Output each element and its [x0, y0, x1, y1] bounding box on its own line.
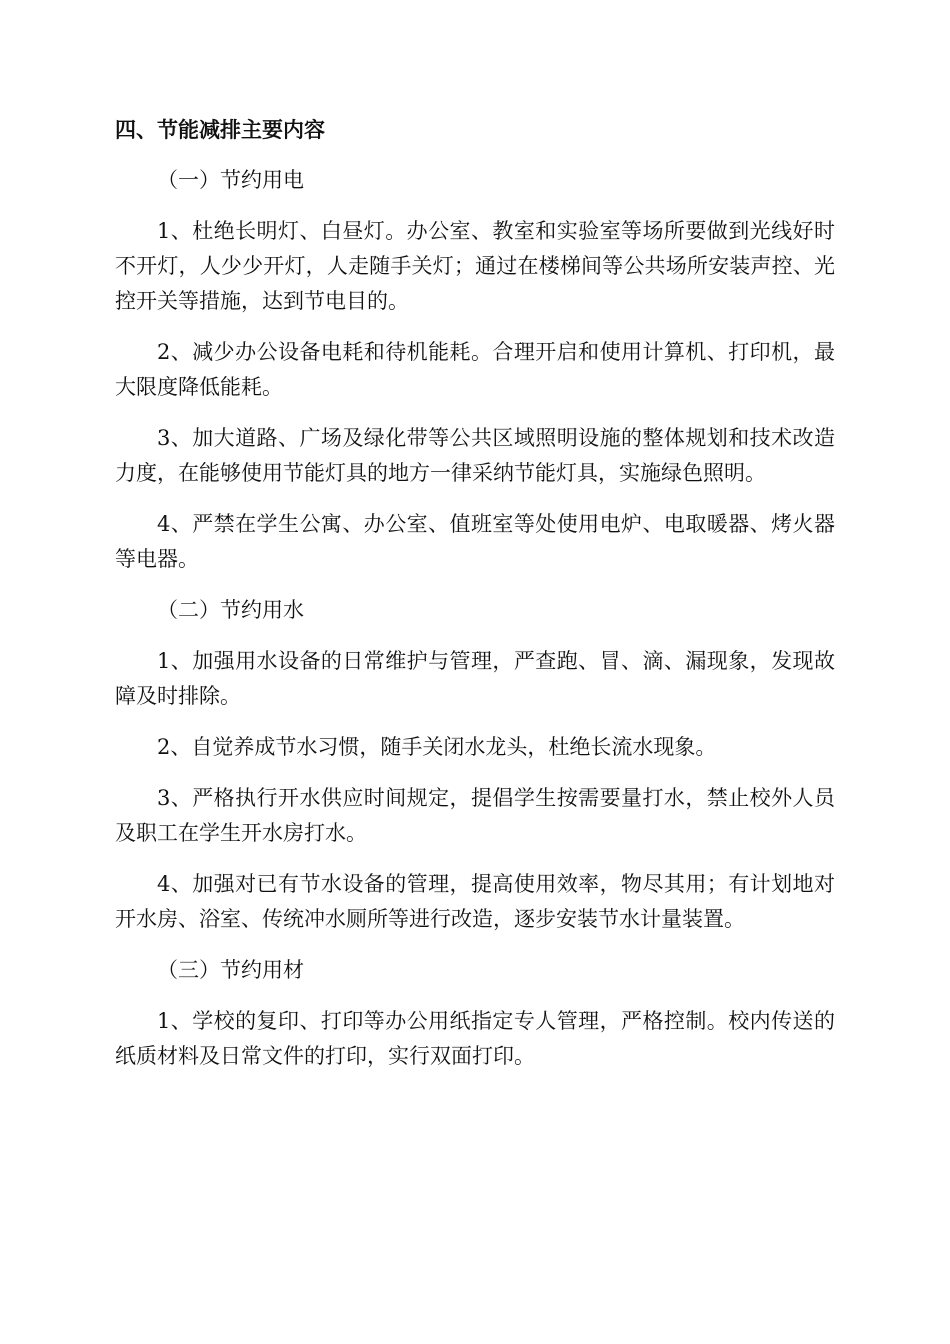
paragraph: 1、杜绝长明灯、白昼灯。办公室、教室和实验室等场所要做到光线好时不开灯，人少少开灯，人走随手关灯；通过在楼梯间等公共场所安装声控、光控开关等措施，达到节电目的。 [115, 219, 835, 313]
paragraph: 1、加强用水设备的日常维护与管理，严查跑、冒、滴、漏现象，发现故障及时排除。 [115, 649, 835, 708]
paragraph: 4、加强对已有节水设备的管理，提高使用效率，物尽其用；有计划地对开水房、浴室、传统冲水厕所等进行改造，逐步安装节水计量装置。 [115, 872, 835, 931]
subsection-heading: （二）节约用水 [157, 598, 304, 622]
subsection-heading: （一）节约用电 [157, 168, 304, 192]
subsection-materials [115, 953, 835, 1074]
paragraph: 1、学校的复印、打印等办公用纸指定专人管理，严格控制。校内传送的纸质材料及日常文件的打印，实行双面打印。 [115, 1009, 835, 1068]
document-page [115, 112, 835, 1090]
paragraph: 3、严格执行开水供应时间规定，提倡学生按需要量打水，禁止校外人员及职工在学生开水房打水。 [115, 786, 835, 845]
paragraph: 3、加大道路、广场及绿化带等公共区域照明设施的整体规划和技术改造力度，在能够使用节能灯具的地方一律采纳节能灯具，实施绿色照明。 [115, 426, 835, 485]
section-title: 四、节能减排主要内容 [115, 117, 325, 142]
subsection-heading: （三）节约用材 [157, 958, 304, 982]
subsection-water [115, 593, 835, 937]
paragraph: 2、自觉养成节水习惯，随手关闭水龙头，杜绝长流水现象。 [157, 735, 717, 759]
paragraph: 4、严禁在学生公寓、办公室、值班室等处使用电炉、电取暖器、烤火器等电器。 [115, 512, 835, 571]
paragraph: 2、减少办公设备电耗和待机能耗。合理开启和使用计算机、打印机，最大限度降低能耗。 [115, 340, 835, 399]
subsection-electricity [115, 163, 835, 577]
